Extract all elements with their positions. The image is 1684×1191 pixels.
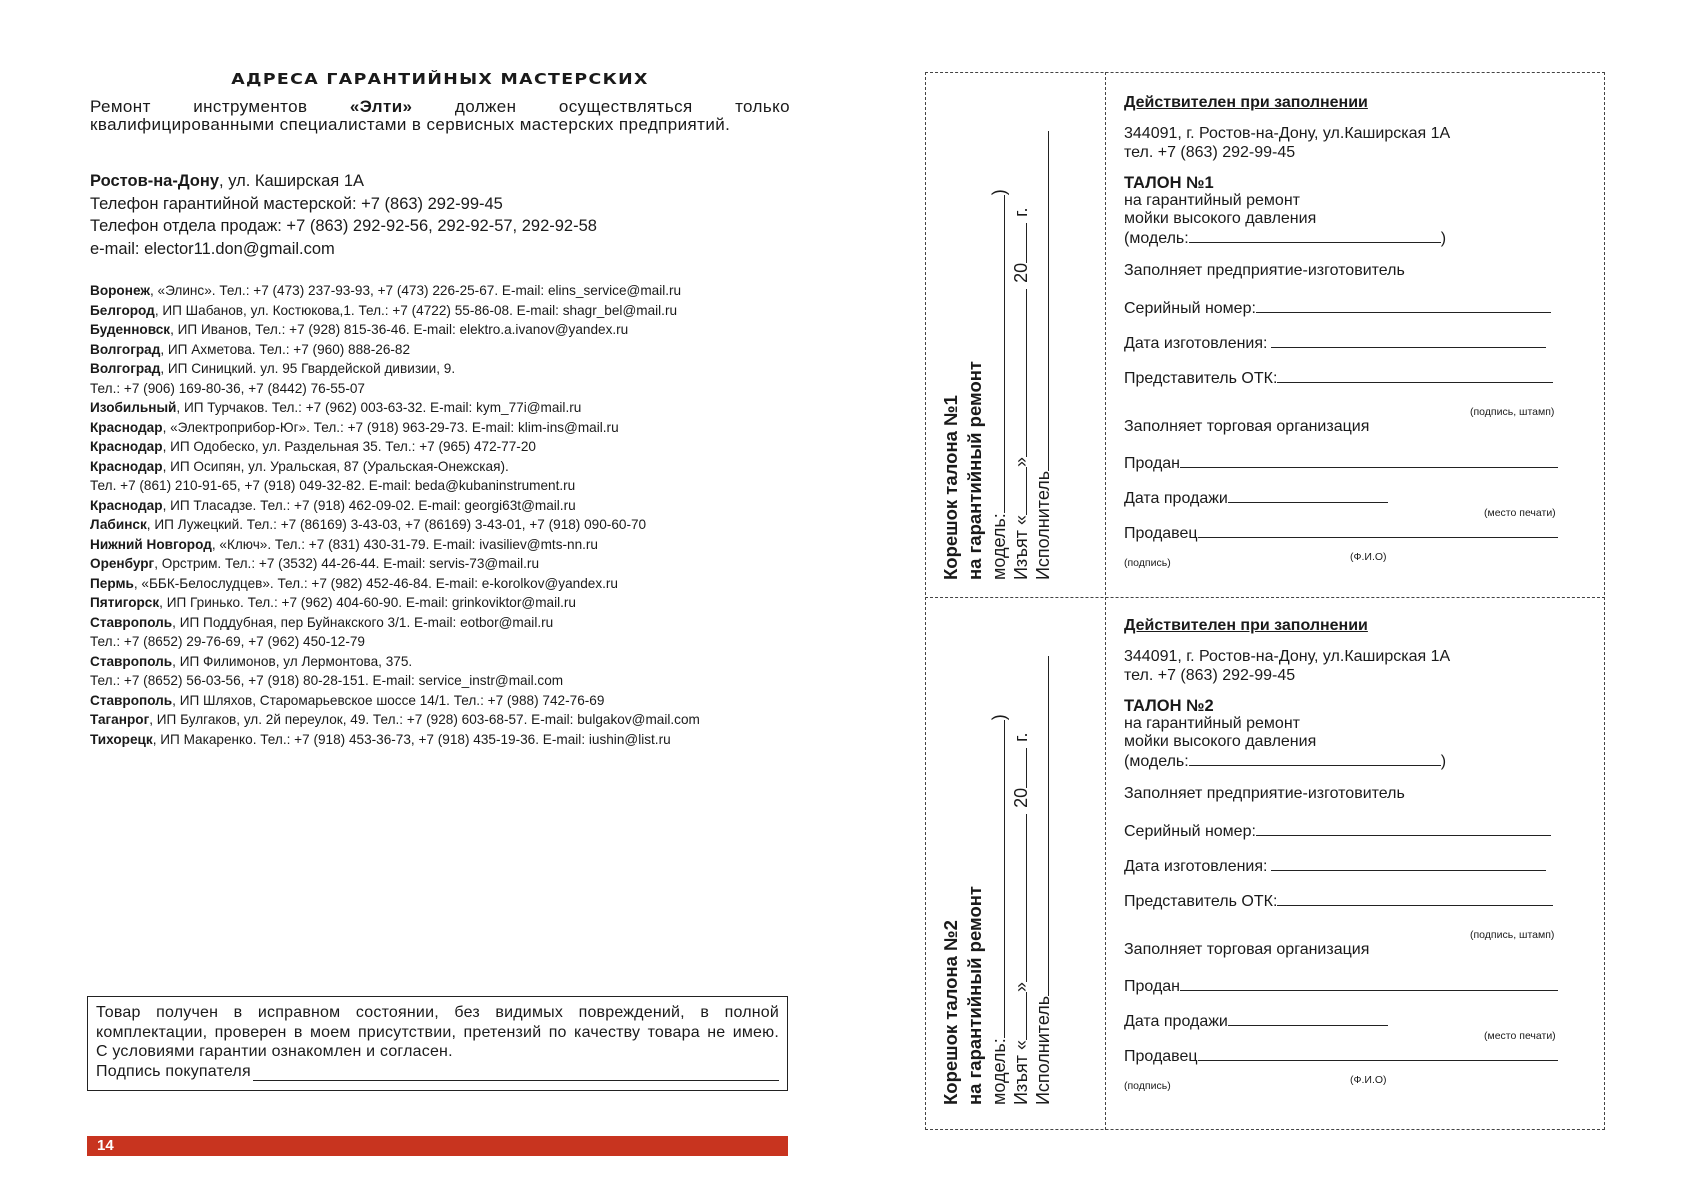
coupon-purpose: мойки высокого давления bbox=[1124, 210, 1317, 227]
coupon-purpose: на гарантийный ремонт bbox=[1124, 192, 1300, 209]
main-service-address: Ростов-на-Дону, ул. Каширская 1А Телефон гарантийной мастерской: +7 (863) 292-99-45 Телефон отдела продаж: +7 (863) 292-92-56, 292-92-57, 292-92-58 e-mail: elector11.don@gmail.com bbox=[90, 170, 790, 260]
seller-field[interactable]: Продавец bbox=[1124, 1046, 1558, 1066]
workshop-details: , ИП Турчаков. Тел.: +7 (962) 003-63-32. E-mail: kym_77i@mail.ru bbox=[176, 400, 582, 415]
serial-number-field[interactable]: Серийный номер: bbox=[1124, 821, 1551, 841]
page-footer-bar bbox=[87, 1136, 788, 1156]
service-email: e-mail: elector11.don@gmail.com bbox=[90, 239, 335, 258]
workshop-address-row bbox=[90, 418, 810, 438]
coupon-title: ТАЛОН №1 bbox=[1124, 174, 1214, 192]
workshop-address-row bbox=[90, 632, 810, 652]
workshop-city: Воронеж bbox=[90, 283, 150, 298]
workshop-details: , Орстрим. Тел.: +7 (3532) 44-26-44. E-mail: servis-73@mail.ru bbox=[154, 556, 540, 571]
workshop-address-row bbox=[90, 691, 810, 711]
sold-field[interactable]: Продан bbox=[1124, 453, 1558, 473]
workshop-city: Белгород bbox=[90, 302, 155, 318]
workshop-details: , ИП Макаренко. Тел.: +7 (918) 453-36-73, +7 (918) 435-19-36. E-mail: iushin@list.ru bbox=[152, 731, 671, 747]
workshop-address-row bbox=[90, 457, 810, 477]
workshop-details: , ИП Иванов, Тел.: +7 (928) 815-36-46. E-mail: elektro.a.ivanov@yandex.ru bbox=[170, 322, 629, 337]
workshop-city: Пермь bbox=[90, 575, 134, 591]
coupon-1 bbox=[1124, 94, 1564, 584]
workshop-address-list bbox=[90, 281, 810, 749]
workshop-details: , ИП Филимонов, ул Лермонтова, 375. bbox=[172, 653, 413, 669]
workshop-city: Нижний Новгород bbox=[90, 536, 212, 552]
page-number: 14 bbox=[97, 1137, 114, 1154]
workshop-city: Оренбург bbox=[90, 556, 155, 571]
sold-field[interactable]: Продан bbox=[1124, 976, 1558, 996]
coupon-phone: тел. +7 (863) 292-99-45 bbox=[1124, 144, 1296, 161]
workshop-details: , «Элинс». Тел.: +7 (473) 237-93-93, +7 (473) 226-25-67. E-mail: elins_service@mail.ru bbox=[149, 283, 682, 298]
manufacture-date-field[interactable]: Дата изготовления: bbox=[1124, 333, 1546, 353]
workshop-details: Тел. +7 (861) 210-91-65, +7 (918) 049-32-82. E-mail: beda@kubaninstrument.ru bbox=[90, 478, 576, 493]
serial-number-field[interactable]: Серийный номер: bbox=[1124, 298, 1551, 318]
workshop-details: Тел.: +7 (906) 169-80-36, +7 (8442) 76-55-07 bbox=[90, 380, 365, 396]
workshop-address-row bbox=[90, 320, 810, 340]
workshop-details: , «Электроприбор-Юг». Тел.: +7 (918) 963-29-73. E-mail: klim-ins@mail.ru bbox=[162, 419, 619, 435]
workshop-address-row bbox=[90, 730, 810, 750]
otk-representative-field[interactable]: Представитель ОТК: bbox=[1124, 891, 1553, 911]
coupon-valid-note: Действителен при заполнении bbox=[1124, 94, 1368, 111]
workshop-address-row bbox=[90, 593, 810, 613]
trade-section-heading: Заполняет торговая организация bbox=[1124, 941, 1370, 958]
signature-note: (подпись) bbox=[1124, 557, 1171, 569]
service-phone: Телефон гарантийной мастерской: +7 (863) 292-99-45 bbox=[90, 194, 503, 213]
coupon-address: 344091, г. Ростов-на-Дону, ул.Каширская 1А bbox=[1124, 125, 1451, 142]
workshop-address-row bbox=[90, 340, 810, 360]
trade-section-heading: Заполняет торговая организация bbox=[1124, 418, 1370, 435]
workshop-city: Изобильный bbox=[90, 400, 177, 415]
fio-note: (Ф.И.О) bbox=[1350, 1074, 1387, 1086]
workshop-address-row bbox=[90, 613, 810, 633]
workshop-details: , ИП Тласадзе. Тел.: +7 (918) 462-09-02. E-mail: georgi63t@mail.ru bbox=[162, 497, 576, 513]
stub-executor-field[interactable]: Исполнитель bbox=[1032, 131, 1054, 580]
workshop-city: Волгоград bbox=[90, 341, 161, 357]
workshop-address-row bbox=[90, 437, 810, 457]
sale-date-field[interactable]: Дата продажи bbox=[1124, 1011, 1388, 1031]
workshop-details: , «Ключ». Тел.: +7 (831) 430-31-79. E-mail: ivasiliev@mts-nn.ru bbox=[211, 536, 598, 552]
workshop-city: Ставрополь bbox=[90, 692, 173, 708]
stub-model-field[interactable]: модель:) bbox=[989, 189, 1009, 580]
maker-section-heading: Заполняет предприятие-изготовитель bbox=[1124, 785, 1405, 802]
workshop-address-row bbox=[90, 281, 810, 301]
workshop-address-row bbox=[90, 515, 810, 535]
workshop-details: , ИП Поддубная, пер Буйнакского 3/1. E-mail: eotbor@mail.ru bbox=[172, 614, 554, 630]
manufacture-date-field[interactable]: Дата изготовления: bbox=[1124, 856, 1546, 876]
workshop-address-row bbox=[90, 398, 810, 418]
workshop-details: , ИП Шляхов, Старомарьевское шоссе 14/1. Тел.: +7 (988) 742-76-69 bbox=[172, 692, 605, 708]
workshop-city: Краснодар bbox=[90, 419, 163, 435]
workshop-city: Ставрополь bbox=[90, 653, 173, 669]
stub-title: Корешок талона №2 bbox=[940, 920, 961, 1105]
fio-note: (Ф.И.О) bbox=[1350, 551, 1387, 563]
receipt-line: Товар получен в исправном состоянии, без видимых повреждений, в полной bbox=[96, 1004, 779, 1021]
page-title: АДРЕСА ГАРАНТИЙНЫХ МАСТЕРСКИХ bbox=[231, 70, 649, 88]
model-field[interactable]: (модель: ) bbox=[1124, 753, 1447, 770]
stub-taken-date-field[interactable]: Изъят «»20г. bbox=[1011, 207, 1031, 580]
workshop-address-row bbox=[90, 652, 810, 672]
workshop-address-row bbox=[90, 359, 810, 379]
coupon-2 bbox=[1124, 617, 1564, 1107]
workshop-city: Таганрог bbox=[90, 712, 150, 727]
workshop-address-row bbox=[90, 301, 810, 321]
workshop-details: , ИП Булгаков, ул. 2й переулок, 49. Тел.: +7 (928) 603-68-57. E-mail: bulgakov@mail.com bbox=[149, 712, 700, 727]
workshop-address-row bbox=[90, 476, 810, 496]
stub-title: Корешок талона №1 bbox=[940, 395, 961, 580]
coupon-1-stub bbox=[940, 20, 1060, 580]
stub-subtitle: на гарантийный ремонт bbox=[964, 361, 985, 580]
otk-representative-field[interactable]: Представитель ОТК: bbox=[1124, 368, 1553, 388]
buyer-signature-field[interactable]: Подпись покупателя bbox=[96, 1062, 779, 1082]
workshop-details: Тел.: +7 (8652) 29-76-69, +7 (962) 450-12-79 bbox=[90, 634, 365, 649]
sale-date-field[interactable]: Дата продажи bbox=[1124, 488, 1388, 508]
workshop-city: Волгоград bbox=[90, 361, 161, 376]
sales-phone: Телефон отдела продаж: +7 (863) 292-92-56, 292-92-57, 292-92-58 bbox=[90, 217, 597, 235]
main-city: Ростов-на-Дону bbox=[90, 172, 220, 190]
workshop-details: Тел.: +7 (8652) 56-03-56, +7 (918) 80-28-151. E-mail: service_instr@mail.com bbox=[90, 673, 564, 688]
buyer-receipt-box bbox=[87, 996, 788, 1091]
workshop-city: Пятигорск bbox=[90, 595, 160, 610]
seal-place-note: (место печати) bbox=[1484, 1030, 1556, 1042]
workshop-address-row bbox=[90, 574, 810, 594]
workshop-city: Краснодар bbox=[90, 439, 163, 454]
workshop-city: Краснодар bbox=[90, 497, 163, 513]
brand-name: «Элти» bbox=[349, 97, 413, 116]
seller-field[interactable]: Продавец bbox=[1124, 523, 1558, 543]
workshop-city: Краснодар bbox=[90, 458, 163, 474]
stub-divider-vertical bbox=[1105, 72, 1106, 1130]
workshop-details: , ИП Осипян, ул. Уральская, 87 (Уральская-Онежская). bbox=[162, 458, 509, 474]
workshop-address-row bbox=[90, 710, 810, 730]
intro-paragraph: Ремонт инструментов «Элти» должен осуществляться только квалифицированными специалистами в сервисных мастерских предприятий. bbox=[90, 97, 790, 134]
workshop-details: , ИП Лужецкий. Тел.: +7 (86169) 3-43-03, +7 (86169) 3-43-01, +7 (918) 090-60-70 bbox=[146, 517, 647, 532]
coupon-purpose: на гарантийный ремонт bbox=[1124, 715, 1300, 732]
workshop-details: , ИП Гринько. Тел.: +7 (962) 404-60-90. E-mail: grinkoviktor@mail.ru bbox=[159, 595, 576, 610]
stub-executor-field[interactable]: Исполнитель bbox=[1032, 656, 1054, 1105]
stub-taken-date-field[interactable]: Изъят «»20г. bbox=[1011, 732, 1031, 1105]
workshop-city: Буденновск bbox=[90, 322, 171, 337]
coupon-valid-note: Действителен при заполнении bbox=[1124, 617, 1368, 634]
workshop-details: , «ББК-Белослудцев». Тел.: +7 (982) 452-46-84. E-mail: e-korolkov@yandex.ru bbox=[133, 575, 618, 591]
workshop-address-row bbox=[90, 671, 810, 691]
workshop-details: , ИП Одобеско, ул. Раздельная 35. Тел.: +7 (965) 472-77-20 bbox=[162, 439, 536, 454]
stub-subtitle: на гарантийный ремонт bbox=[964, 886, 985, 1105]
coupon-purpose: мойки высокого давления bbox=[1124, 733, 1317, 750]
workshop-details: , ИП Ахметова. Тел.: +7 (960) 888-26-82 bbox=[160, 341, 411, 357]
workshop-city: Ставрополь bbox=[90, 614, 173, 630]
workshop-address-row bbox=[90, 379, 810, 399]
signature-note: (подпись) bbox=[1124, 1080, 1171, 1092]
workshop-city: Тихорецк bbox=[90, 731, 153, 747]
workshop-address-row bbox=[90, 496, 810, 516]
receipt-line: комплектации, проверен в моем присутствии, претензий по качеству товара не имею. bbox=[96, 1023, 779, 1041]
workshop-city: Лабинск bbox=[90, 517, 147, 532]
coupon-title: ТАЛОН №2 bbox=[1124, 697, 1214, 715]
stub-model-field[interactable]: модель:) bbox=[989, 714, 1009, 1105]
workshop-details: , ИП Шабанов, ул. Костюкова,1. Тел.: +7 (4722) 55-86-08. E-mail: shagr_bel@mail.ru bbox=[154, 302, 678, 318]
maker-section-heading: Заполняет предприятие-изготовитель bbox=[1124, 262, 1405, 279]
receipt-line: С условиями гарантии ознакомлен и согласен. bbox=[96, 1043, 453, 1060]
workshop-address-row bbox=[90, 554, 810, 574]
coupon-2-stub bbox=[940, 545, 1060, 1105]
workshop-address-row bbox=[90, 535, 810, 555]
sign-stamp-note: (подпись, штамп) bbox=[1470, 929, 1555, 941]
model-field[interactable]: (модель: ) bbox=[1124, 230, 1447, 247]
coupon-phone: тел. +7 (863) 292-99-45 bbox=[1124, 667, 1296, 684]
seal-place-note: (место печати) bbox=[1484, 507, 1556, 519]
sign-stamp-note: (подпись, штамп) bbox=[1470, 406, 1555, 418]
coupon-address: 344091, г. Ростов-на-Дону, ул.Каширская 1А bbox=[1124, 648, 1451, 665]
workshop-details: , ИП Синицкий. ул. 95 Гвардейской дивизии, 9. bbox=[160, 361, 456, 376]
